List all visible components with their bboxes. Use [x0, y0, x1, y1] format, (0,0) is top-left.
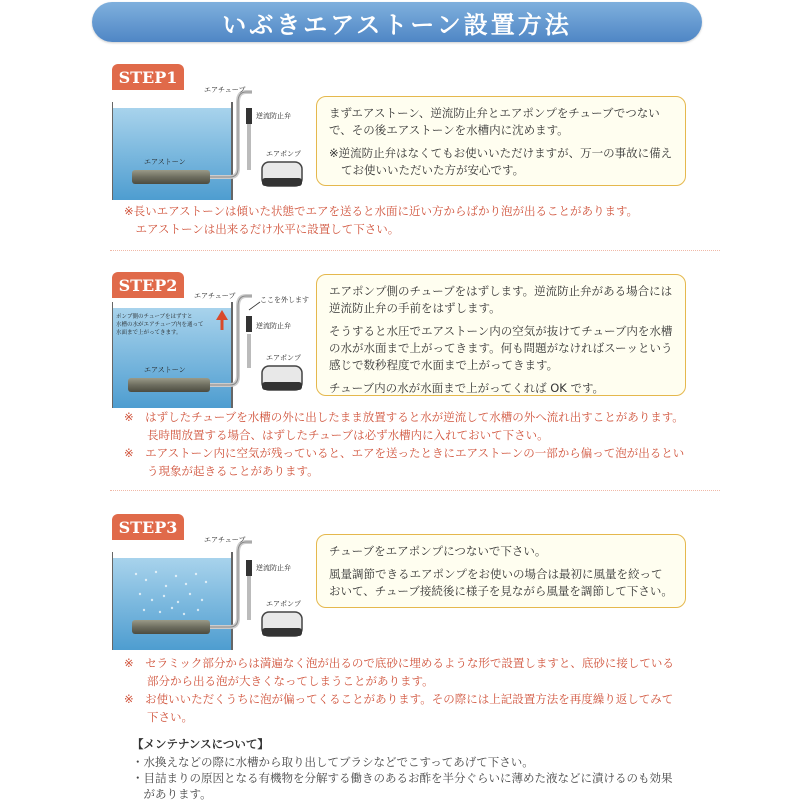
- step3-box-text-1: チューブをエアポンプにつないで下さい。: [329, 544, 547, 558]
- step1-notes: [124, 202, 638, 238]
- step2-box: [316, 274, 686, 396]
- step1-box-text-2: ※逆流防止弁はなくてもお使いいただけますが、万一の事故に備えてお使いいただいた方が安心です。: [329, 146, 673, 177]
- separator: [110, 490, 720, 491]
- step2-box-text-3: チューブ内の水が水面まで上がってくれば OK です。: [329, 381, 605, 395]
- step1-note-2: エアストーンは出来るだけ水平に設置して下さい。: [124, 222, 400, 236]
- separator: [110, 250, 720, 251]
- air-stone-shape: [132, 620, 210, 634]
- step2-note-1: ※ はずしたチューブを水槽の外に出したまま放置すると水が逆流して水槽の外へ流れ出すことがあります。: [124, 410, 684, 424]
- step3-notes: [124, 654, 674, 726]
- air-stone-shape: [132, 170, 210, 184]
- air-stone-label: エアストーン: [144, 158, 186, 166]
- step3-note-2: 部分から出る泡が大きくなってしまうことがあります。: [124, 674, 434, 688]
- air-stone-label: エアストーン: [144, 366, 186, 374]
- step3-badge: STEP3: [112, 514, 184, 540]
- step2-note-3: ※ エアストーン内に空気が残っていると、エアを送ったときにエアストーンの一部から偏って泡が出るとい: [124, 446, 685, 460]
- page-title: いぶきエアストーン設置方法: [92, 2, 702, 42]
- step3-note-4: 下さい。: [124, 710, 193, 724]
- check-valve-shape: [246, 560, 252, 576]
- pump-note-2: 水槽の水がエアチューブ内を通って: [116, 322, 204, 328]
- step1-badge: STEP1: [112, 64, 184, 90]
- maintenance-title: 【メンテナンスについて】: [132, 737, 269, 751]
- step3-diagram: [112, 530, 312, 650]
- step3-note-3: ※ お使いいただくうちに泡が偏ってくることがあります。その際には上記設置方法を再度繰り返してみて: [124, 692, 674, 706]
- step3-box: [316, 534, 686, 608]
- air-pump-label: エアポンプ: [266, 600, 301, 608]
- maintenance-line-2: ・目詰まりの原因となる有機物を分解する働きのあるお酢を半分ぐらいに薄めた液などに漬けるのも効果: [132, 771, 673, 785]
- step1-box-text-1: まずエアストーン、逆流防止弁とエアポンプをチューブでつないで、その後エアストーンを水槽内に沈めます。: [329, 106, 660, 137]
- step2-box-text-1: エアポンプ側のチューブをはずします。逆流防止弁がある場合には逆流防止弁の手前をはずします。: [329, 284, 673, 315]
- maintenance-line-3: があります。: [132, 787, 212, 801]
- step3-note-1: ※ セラミック部分からは満遍なく泡が出るので底砂に埋めるような形で設置しますと、底砂に接している: [124, 656, 674, 670]
- step1-box: [316, 96, 686, 186]
- check-valve-shape: [246, 316, 252, 332]
- step2-box-text-2: そうすると水圧でエアストーン内の空気が抜けてチューブ内を水槽の水が水面まで上がってきます。何も問題がなければスーッという感じで数秒程度で水面まで上がってきます。: [329, 324, 673, 372]
- pump-note-3: 水面まで上がってきます。: [116, 330, 182, 336]
- check-valve-shape: [246, 108, 252, 124]
- step1-note-1: ※長いエアストーンは傾いた状態でエアを送ると水面に近い方からばかり泡が出ることがあります。: [124, 204, 639, 218]
- tank-water: [112, 558, 232, 650]
- remove-here-label: ここを外します: [260, 296, 309, 304]
- air-tube-label: エアチューブ: [204, 86, 246, 94]
- air-tube-label: エアチューブ: [194, 292, 236, 300]
- pump-note-1: ポンプ側のチューブをはずすと: [116, 314, 193, 320]
- air-stone-shape: [128, 378, 210, 392]
- step2-note-2: 長時間放置する場合、はずしたチューブは必ず水槽内に入れておいて下さい。: [124, 428, 549, 442]
- check-valve-label: 逆流防止弁: [256, 112, 291, 120]
- air-tube-label: エアチューブ: [204, 536, 246, 544]
- tank-water: [112, 108, 232, 200]
- step2-diagram: [112, 288, 312, 408]
- maintenance-section: [132, 736, 692, 802]
- air-pump-label: エアポンプ: [266, 354, 301, 362]
- step2-note-4: う現象が起きることがあります。: [124, 464, 319, 478]
- maintenance-line-1: ・水換えなどの際に水槽から取り出してブラシなどでこすってあげて下さい。: [132, 755, 534, 769]
- step2-badge: STEP2: [112, 272, 184, 298]
- check-valve-label: 逆流防止弁: [256, 564, 291, 572]
- check-valve-label: 逆流防止弁: [256, 322, 291, 330]
- step3-box-text-2: 風量調節できるエアポンプをお使いの場合は最初に風量を絞っておいて、チューブ接続後に様子を見ながら風量を調節して下さい。: [329, 567, 673, 598]
- step2-notes: [124, 408, 684, 480]
- air-pump-label: エアポンプ: [266, 150, 301, 158]
- step1-diagram: [112, 80, 312, 200]
